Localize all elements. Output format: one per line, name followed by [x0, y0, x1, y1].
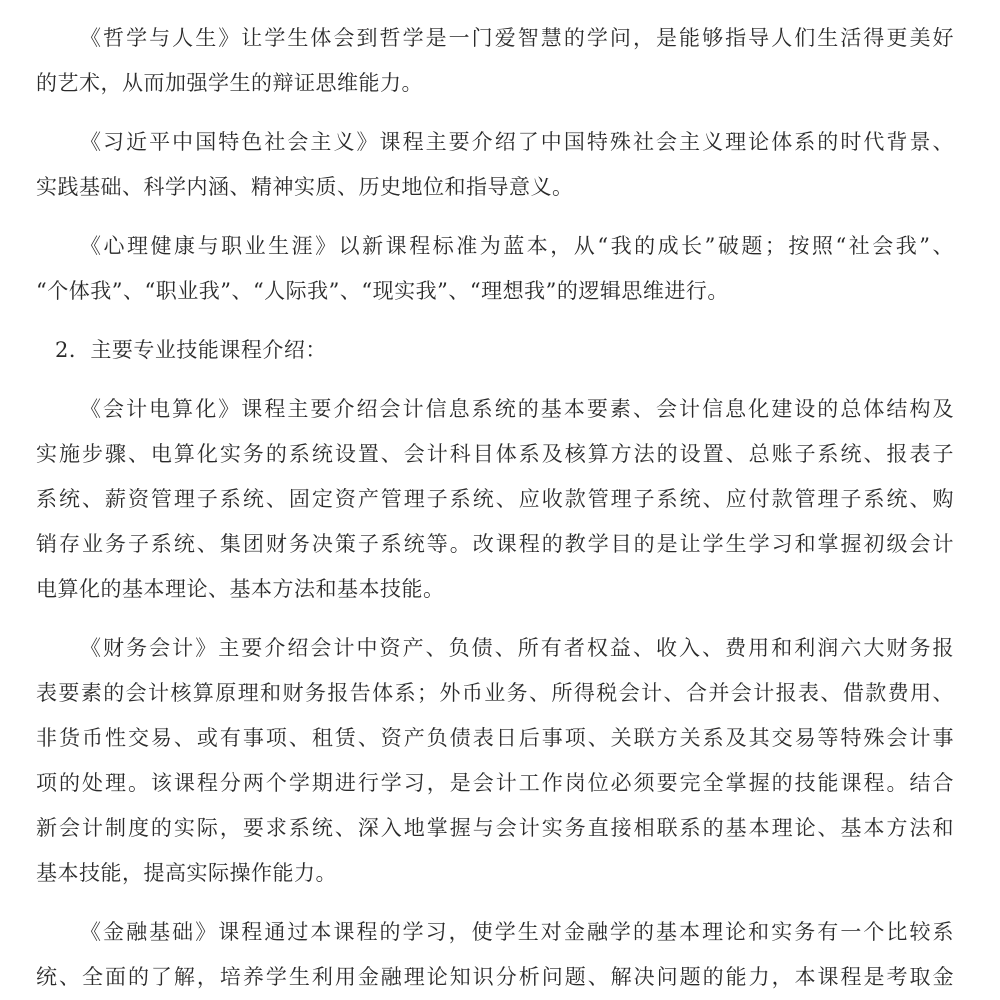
text-line: 《习近平中国特色社会主义》课程主要介绍了中国特殊社会主义理论体系的时代背景、	[80, 130, 954, 154]
text-line: 《金融基础》课程通过本课程的学习，使学生对金融学的基本理论和实务有一个比较系	[80, 920, 954, 944]
text-line: 项的处理。该课程分两个学期进行学习，是会计工作岗位必须要完全掌握的技能课程。结合	[36, 771, 954, 795]
text-line: 销存业务子系统、集团财务决策子系统等。改课程的教学目的是让学生学习和掌握初级会计	[36, 532, 954, 556]
text-line: 电算化的基本理论、基本方法和基本技能。	[36, 577, 445, 601]
section-heading: 2．主要专业技能课程介绍：	[55, 338, 327, 362]
text-line: 《财务会计》主要介绍会计中资产、负债、所有者权益、收入、费用和利润六大财务报	[80, 636, 954, 660]
text-line: “个体我”、“职业我”、“人际我”、“现实我”、“理想我”的逻辑思维进行。	[36, 279, 729, 303]
text-line: 统、全面的了解，培养学生利用金融理论知识分析问题、解决问题的能力，本课程是考取金	[36, 965, 954, 989]
text-line: 《会计电算化》课程主要介绍会计信息系统的基本要素、会计信息化建设的总体结构及	[80, 397, 954, 421]
text-line: 非货币性交易、或有事项、租赁、资产负债表日后事项、关联方关系及其交易等特殊会计事	[36, 726, 954, 750]
text-line: 实践基础、科学内涵、精神实质、历史地位和指导意义。	[36, 175, 574, 199]
text-line: 实施步骤、电算化实务的系统设置、会计科目体系及核算方法的设置、总账子系统、报表子	[36, 442, 954, 466]
text-line: 系统、薪资管理子系统、固定资产管理子系统、应收款管理子系统、应付款管理子系统、购	[36, 487, 954, 511]
text-line: 表要素的会计核算原理和财务报告体系；外币业务、所得税会计、合并会计报表、借款费用、	[36, 681, 954, 705]
text-line: 新会计制度的实际，要求系统、深入地掌握与会计实务直接相联系的基本理论、基本方法和	[36, 816, 954, 840]
text-line: 的艺术，从而加强学生的辩证思维能力。	[36, 71, 423, 95]
text-line: 基本技能，提高实际操作能力。	[36, 861, 337, 885]
text-line: 《心理健康与职业生涯》以新课程标准为蓝本，从“我的成长”破题；按照“社会我”、	[80, 234, 954, 258]
text-line: 《哲学与人生》让学生体会到哲学是一门爱智慧的学问，是能够指导人们生活得更美好	[80, 26, 954, 50]
